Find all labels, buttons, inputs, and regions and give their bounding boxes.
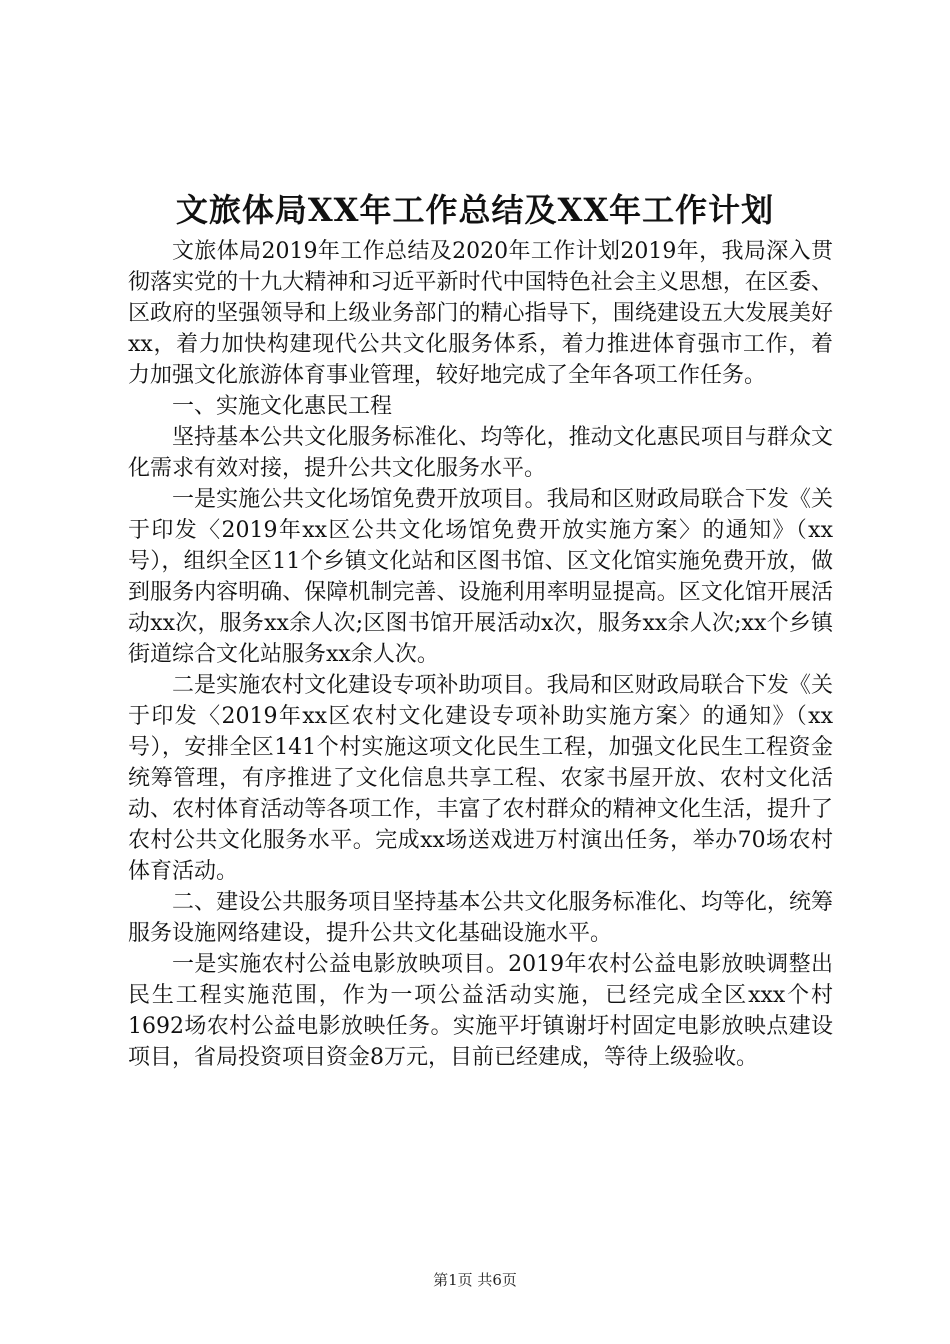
- paragraph-intro: 文旅体局2019年工作总结及2020年工作计划2019年，我局深入贯彻落实党的十九大精神和习近平新时代中国特色社会主义思想，在区委、区政府的坚强领导和上级业务部门的精心指导下，围绕建设五大发展美好xx，着力加快构建现代公共文化服务体系，着力推进体育强市工作，着力加强文化旅游体育事业管理，较好地完成了全年各项工作任务。: [128, 239, 833, 388]
- paragraph-rural-film: 一是实施农村公益电影放映项目。2019年农村公益电影放映调整出民生工程实施范围，作为一项公益活动实施，已经完成全区xxx个村1692场农村公益电影放映任务。实施平圩镇谢圩村固定电影放映点建设项目，省局投资项目资金8万元，目前已经建成，等待上级验收。: [128, 952, 833, 1070]
- page-number: 第1页 共6页: [433, 1271, 517, 1289]
- section-heading-2: 二、建设公共服务项目坚持基本公共文化服务标准化、均等化，统筹服务设施网络建设，提升公共文化基础设施水平。: [128, 890, 833, 946]
- paragraph-rural-culture: 二是实施农村文化建设专项补助项目。我局和区财政局联合下发《关于印发〈2019年xx区农村文化建设专项补助实施方案〉的通知》（xx号），安排全区141个村实施这项文化民生工程，加强文化民生工程资金统筹管理，有序推进了文化信息共享工程、农家书屋开放、农村文化活动、农村体育活动等各项工作，丰富了农村群众的精神文化生活，提升了农村公共文化服务水平。完成xx场送戏进万村演出任务，举办70场农村体育活动。: [128, 673, 833, 884]
- section-heading-1: 一、实施文化惠民工程: [172, 394, 393, 419]
- document-title: 文旅体局XX年工作总结及XX年工作计划: [175, 191, 775, 229]
- document-body: [128, 236, 833, 1073]
- paragraph-section1-summary: 坚持基本公共文化服务标准化、均等化，推动文化惠民项目与群众文化需求有效对接，提升公共文化服务水平。: [128, 425, 833, 481]
- paragraph-free-venues: 一是实施公共文化场馆免费开放项目。我局和区财政局联合下发《关于印发〈2019年xx区公共文化场馆免费开放实施方案〉的通知》（xx号），组织全区11个乡镇文化站和区图书馆、区文化馆实施免费开放，做到服务内容明确、保障机制完善、设施利用率明显提高。区文化馆开展活动xx次，服务xx余人次;区图书馆开展活动x次，服务xx余人次;xx个乡镇街道综合文化站服务xx余人次。: [128, 487, 833, 667]
